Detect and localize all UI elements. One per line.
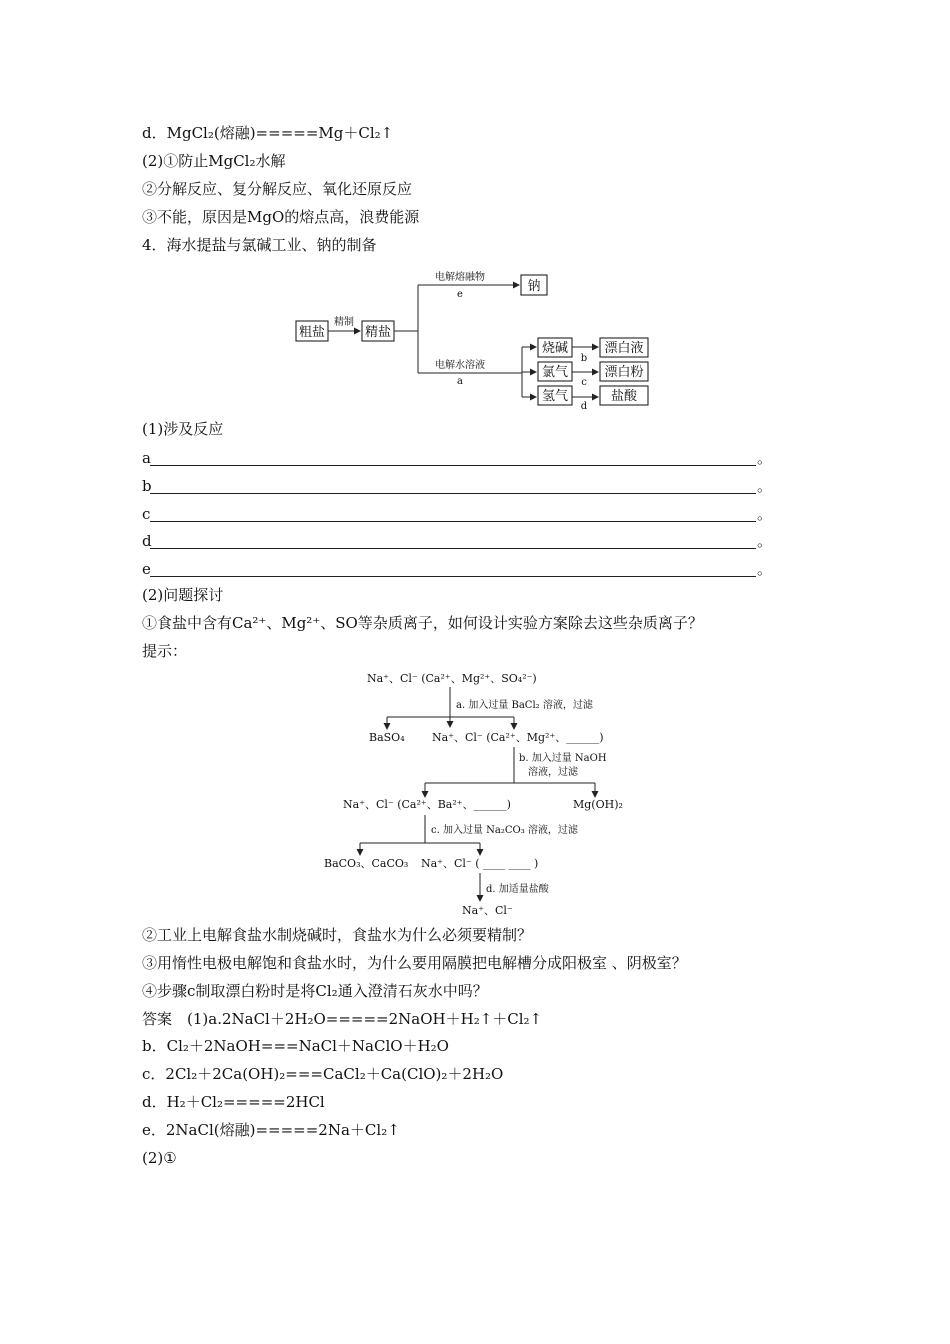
- answer-b-line: b．Cl₂＋2NaOH===NaCl＋NaClO＋H₂O: [142, 1037, 449, 1055]
- answer-c-line: c．2Cl₂＋2Ca(OH)₂===CaCl₂＋Ca(ClO)₂＋2H₂O: [142, 1065, 504, 1083]
- q2-title: (2)问题探讨: [142, 586, 224, 604]
- step-a-label: a: [457, 376, 463, 387]
- step-d-label: d: [580, 401, 588, 410]
- q2-question-2: ②工业上电解食盐水制烧碱时，食盐水为什么必须要精制？: [142, 926, 533, 944]
- refine-label: 精制: [334, 317, 354, 328]
- q2-question-1: ①食盐中含有Ca²⁺、Mg²⁺、SO等杂质离子，如何设计实验方案除去这些杂质离子？: [142, 614, 703, 632]
- equation-d-line: d．MgCl₂(熔融)=====Mg＋Cl₂↑: [142, 124, 394, 142]
- answer-a-line: 答案 (1)a.2NaCl＋2H₂O=====2NaOH＋H₂↑＋Cl₂↑: [142, 1010, 543, 1028]
- ions-after-step-b: Na⁺、Cl⁻ (Ca²⁺、Ba²⁺、______): [343, 798, 511, 811]
- chlorine-label: 氯气: [541, 365, 569, 380]
- bleach-liquid-label: 漂白液: [604, 341, 644, 356]
- answer-2-2-line: ②分解反应、复分解反应、氧化还原反应: [142, 180, 413, 198]
- blank-d-label: d: [142, 532, 152, 550]
- mgoh2-precipitate: Mg(OH)₂: [573, 798, 623, 811]
- blank-c-label: c: [142, 505, 151, 523]
- blank-a-end: 。: [756, 449, 772, 467]
- impurity-removal-diagram: [310, 665, 640, 920]
- q2-question-4: ④步骤c制取漂白粉时是将Cl₂通入澄清石灰水中吗？: [142, 982, 488, 1000]
- blank-b-end: 。: [756, 477, 772, 495]
- sodium-label: 钠: [527, 279, 541, 294]
- bleach-powder-label: 漂白粉: [604, 365, 644, 380]
- step-a-text: a. 加入过量 BaCl₂ 溶液，过滤: [456, 700, 593, 711]
- answer-d-line: d．H₂＋Cl₂=====2HCl: [142, 1093, 325, 1111]
- blank-b-label: b: [142, 477, 152, 495]
- blank-e-label: e: [142, 560, 151, 578]
- step-e-label: e: [457, 289, 463, 300]
- answer-2-1-line: (2)①防止MgCl₂水解: [142, 152, 286, 170]
- crude-salt-label: 粗盐: [298, 325, 326, 340]
- ions-after-step-c: Na⁺、Cl⁻ ( ____ ____ ): [421, 857, 539, 870]
- hydrochloric-acid-label: 盐酸: [610, 389, 638, 404]
- start-ions: Na⁺、Cl⁻ (Ca²⁺、Mg²⁺、SO₄²⁻): [367, 672, 537, 685]
- hydrogen-label: 氢气: [541, 389, 569, 404]
- blank-e-end: 。: [756, 560, 772, 578]
- salt-flow-diagram: [290, 265, 690, 410]
- answer-2-3-line: ③不能，原因是MgO的熔点高，浪费能源: [142, 208, 420, 226]
- step-d-text: d. 加适量盐酸: [486, 884, 549, 895]
- baso4-precipitate: BaSO₄: [369, 731, 405, 744]
- step-b-label: b: [580, 353, 588, 364]
- q1-title: (1)涉及反应: [142, 420, 224, 438]
- caustic-soda-label: 烧碱: [541, 341, 569, 356]
- hint-label: 提示：: [142, 642, 188, 660]
- final-ions: Na⁺、Cl⁻: [462, 904, 513, 917]
- melt-electrolysis-label: 电解熔融物: [435, 272, 485, 283]
- carbonate-precipitates: BaCO₃、CaCO₃: [324, 857, 409, 870]
- step-b-text-2: 溶液，过滤: [528, 767, 578, 778]
- step-b-text-1: b. 加入过量 NaOH: [519, 753, 607, 764]
- ions-after-step-a: Na⁺、Cl⁻ (Ca²⁺、Mg²⁺、______): [432, 731, 604, 744]
- q2-question-3: ③用惰性电极电解饱和食盐水时，为什么要用隔膜把电解槽分成阳极室 、阴极室？: [142, 954, 687, 972]
- fine-salt-label: 精盐: [364, 325, 392, 340]
- answer-2-line: (2)①: [142, 1149, 177, 1167]
- section-4-heading: 4．海水提盐与氯碱工业、钠的制备: [142, 236, 377, 254]
- step-c-label: c: [581, 377, 587, 388]
- blank-a-label: a: [142, 449, 151, 467]
- blank-d-end: 。: [756, 532, 772, 550]
- answer-e-line: e．2NaCl(熔融)=====2Na＋Cl₂↑: [142, 1121, 400, 1139]
- solution-electrolysis-label: 电解水溶液: [435, 360, 485, 371]
- blank-c-end: 。: [756, 505, 772, 523]
- step-c-text: c. 加入过量 Na₂CO₃ 溶液，过滤: [431, 825, 578, 836]
